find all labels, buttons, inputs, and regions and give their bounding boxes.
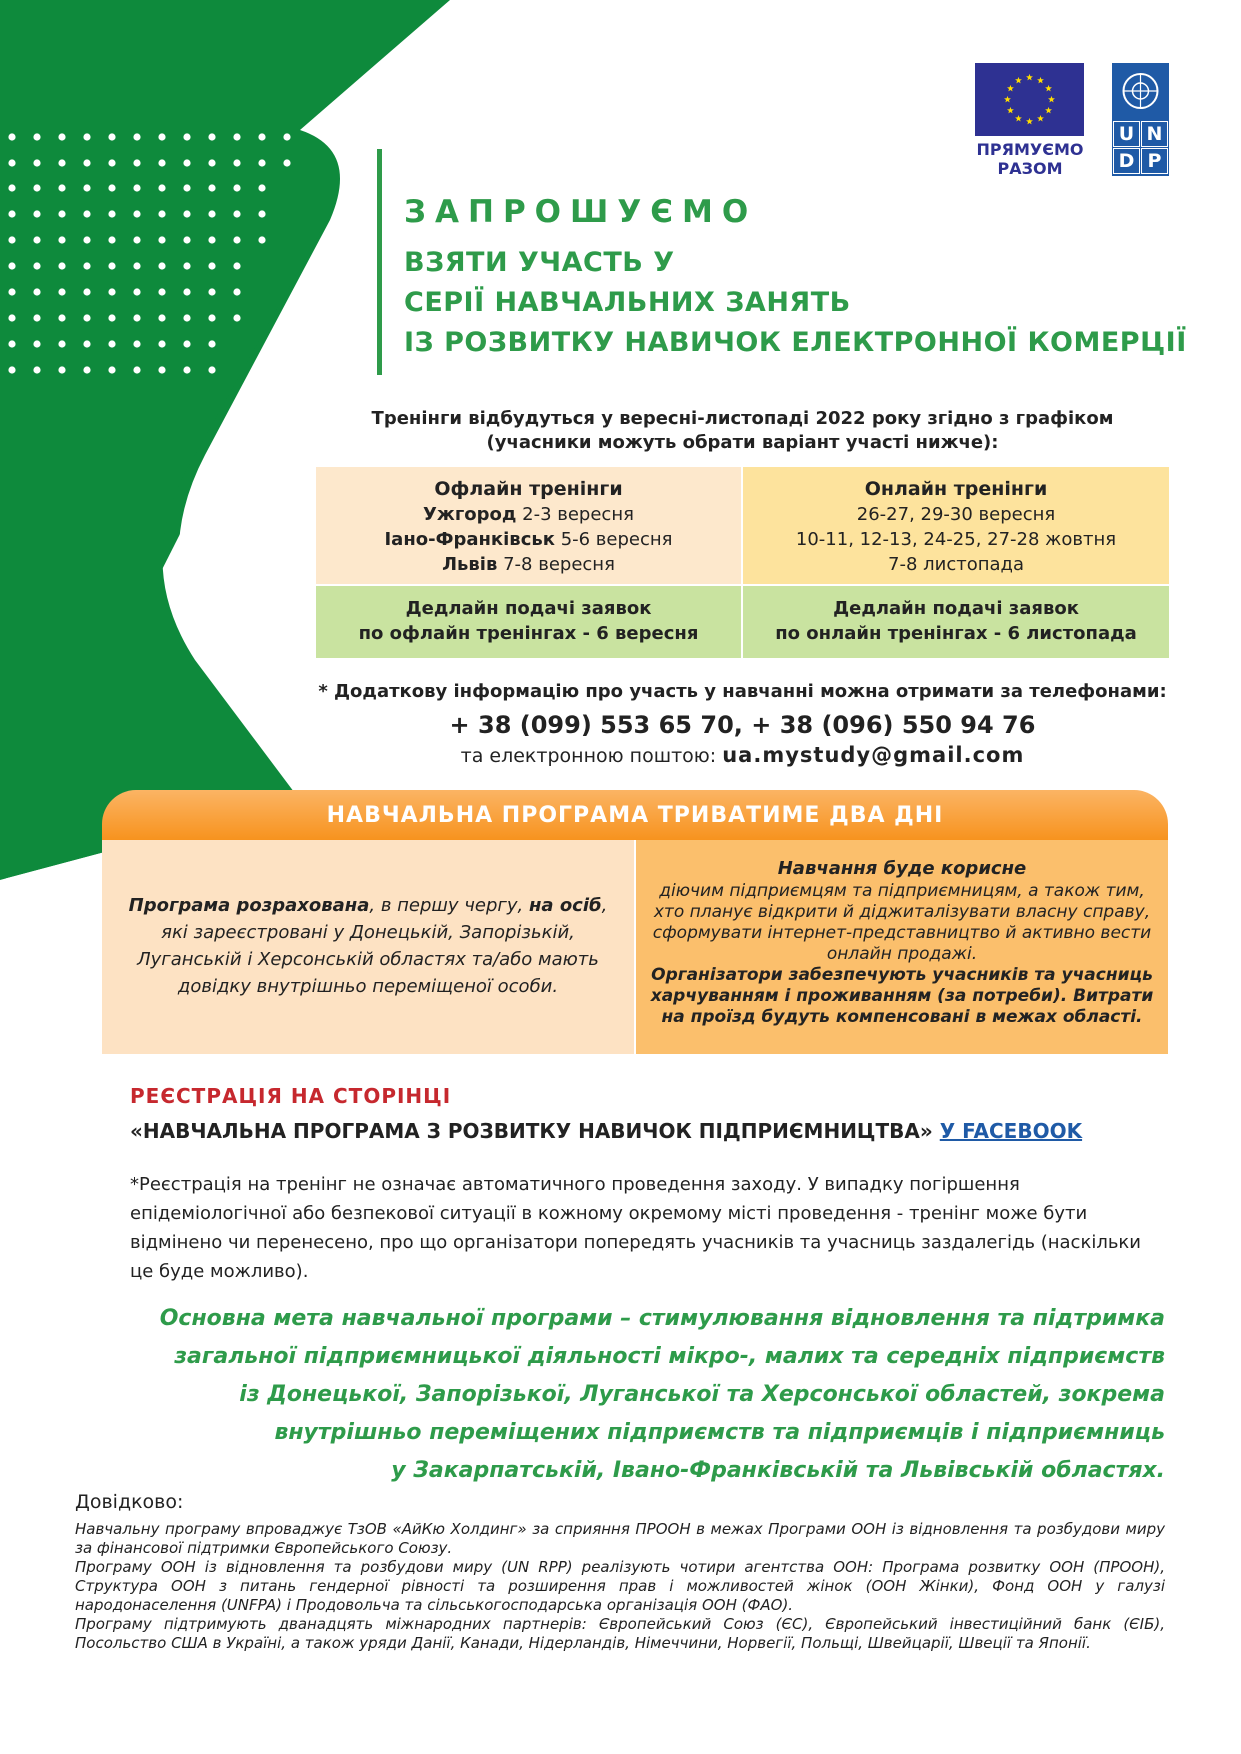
dot — [208, 314, 215, 321]
dot — [58, 159, 65, 166]
offline-dates: 5-6 вересня — [554, 529, 673, 550]
dot — [158, 314, 165, 321]
dot — [208, 210, 215, 217]
dot — [8, 262, 15, 269]
offline-city: Ужгород — [423, 504, 517, 525]
program-benefits-title: Навчання буде корисне — [777, 858, 1027, 879]
dot — [208, 366, 215, 373]
dot — [233, 236, 240, 243]
dot — [33, 159, 40, 166]
reference-paragraph: Програму підтримують дванадцять міжнародних партнерів: Європейський Союз (ЄС), Європейський інвестиційний банк (ЄІБ), Посольство США в Україні, а також уряди Данії, Канади, Нідерландів, Німеччини, Норвегії, Польщі, Швейцарії, Швеції та Японії. — [75, 1615, 1165, 1652]
dot — [8, 366, 15, 373]
dot — [283, 133, 290, 140]
schedule-intro — [316, 407, 1169, 455]
undp-logo — [1112, 63, 1169, 176]
eu-stars-icon — [975, 63, 1084, 136]
offline-dates: 2-3 вересня — [516, 504, 634, 525]
offline-deadline-label: Дедлайн подачі заявок — [405, 598, 652, 619]
dot — [58, 236, 65, 243]
program-goal — [95, 1300, 1165, 1490]
dot — [108, 210, 115, 217]
dot — [233, 210, 240, 217]
dot — [108, 340, 115, 347]
eu-star — [1007, 107, 1014, 114]
dot — [258, 133, 265, 140]
goal-line5: у Закарпатській, Івано-Франківській та Львівській областях. — [391, 1458, 1165, 1483]
dot — [158, 262, 165, 269]
eu-star — [1045, 85, 1052, 92]
dot — [258, 210, 265, 217]
dot — [133, 236, 140, 243]
dot — [33, 288, 40, 295]
dot — [108, 159, 115, 166]
offline-city: Львів — [442, 554, 498, 575]
program-benefits-organizers: Організатори забезпечують учасників та учасниць харчуванням і проживанням (за потреби). Витрати на проїзд будуть компенсовані в межах області. — [650, 965, 1154, 1027]
dot — [83, 133, 90, 140]
dot — [233, 262, 240, 269]
dot — [8, 133, 15, 140]
dot — [58, 314, 65, 321]
dot — [183, 288, 190, 295]
eu-star — [1026, 118, 1033, 125]
dot — [183, 236, 190, 243]
eu-star — [1026, 74, 1033, 81]
registration-note: *Реєстрація на тренінг не означає автоматичного проведення заходу. У випадку погіршення епідеміологічної або безпекової ситуації в кожному окремому місті проведення - тренінг може бути відмінено чи перенесено, про що організатори попередять учасників та учасниць заздалегідь (наскільки це буде можливо). — [130, 1174, 1142, 1282]
undp-letter-d: D — [1113, 148, 1140, 174]
email-prefix: та електронною поштою: — [460, 745, 723, 767]
undp-letter-u: U — [1113, 121, 1140, 147]
dot — [158, 288, 165, 295]
dot — [183, 340, 190, 347]
title-line3: СЕРІЇ НАВЧАЛЬНИХ ЗАНЯТЬ — [404, 287, 851, 318]
email-address[interactable]: ua.mystudy@gmail.com — [722, 743, 1025, 767]
goal-line4: внутрішньо переміщених підприємств та підприємців і підприємниць — [274, 1420, 1165, 1445]
reference-paragraph: Навчальну програму впроваджує ТзОВ «АйКю Холдинг» за сприяння ПРООН в межах Програми ООН із відновлення та розбудови миру за фінансової підтримки Європейського Союзу. — [75, 1520, 1165, 1557]
dot — [208, 288, 215, 295]
dot — [33, 133, 40, 140]
eu-star — [1004, 96, 1011, 103]
facebook-link[interactable]: У FACEBOOK — [939, 1119, 1083, 1143]
registration-page-title: «НАВЧАЛЬНА ПРОГРАМА З РОЗВИТКУ НАВИЧОК ПІДПРИЄМНИЦТВА» — [130, 1119, 940, 1143]
dot — [108, 236, 115, 243]
reference-paragraph: Програму ООН із відновлення та розбудови миру (UN RPP) реалізують чотири агентства ООН: Програма розвитку ООН (ПРООН), Структура ООН з питань гендерної рівності та розширення прав і можливостей жінок (ООН Жінки), Фонд ООН у галузі народонаселення (UNFPA) і Продовольча та сільськогосподарська організація ООН (ФАО). — [75, 1558, 1165, 1614]
dot — [133, 314, 140, 321]
eu-star — [1037, 115, 1044, 122]
online-deadline-date: по онлайн тренінгах - 6 листопада — [775, 623, 1137, 644]
dot — [83, 366, 90, 373]
dot — [33, 262, 40, 269]
dot — [108, 288, 115, 295]
dot — [33, 210, 40, 217]
dot — [158, 159, 165, 166]
reference-text — [75, 1520, 1165, 1653]
dot — [233, 288, 240, 295]
schedule-intro-line1: Тренінги відбудуться у вересні-листопаді 2022 року згідно з графіком — [371, 408, 1114, 429]
eu-star — [1045, 107, 1052, 114]
dot — [158, 184, 165, 191]
dot — [8, 314, 15, 321]
offline-dates: 7-8 вересня — [497, 554, 615, 575]
registration-page-name — [130, 1119, 1082, 1143]
dot — [33, 314, 40, 321]
eu-slogan-line1: ПРЯМУЄМО — [976, 140, 1084, 159]
dot — [58, 366, 65, 373]
dot — [83, 314, 90, 321]
offline-row-1 — [316, 502, 741, 527]
online-deadline-label: Дедлайн подачі заявок — [833, 598, 1079, 619]
eu-slogan — [960, 140, 1100, 178]
title-line1: ЗАПРОШУЄМО — [404, 194, 758, 230]
dot — [183, 159, 190, 166]
dot — [208, 236, 215, 243]
dot — [183, 262, 190, 269]
dot — [108, 366, 115, 373]
eu-flag-logo — [975, 63, 1084, 136]
dot — [183, 210, 190, 217]
program-audience — [102, 840, 634, 1054]
title-line4: ІЗ РОЗВИТКУ НАВИЧОК ЕЛЕКТРОННОЇ КОМЕРЦІЇ — [404, 327, 1187, 358]
dot — [8, 236, 15, 243]
dot — [58, 288, 65, 295]
program-benefits — [636, 840, 1168, 1054]
goal-line1: Основна мета навчальної програми – стимулювання відновлення та підтримка — [159, 1306, 1165, 1331]
dot — [83, 159, 90, 166]
offline-row-2 — [316, 527, 741, 552]
dot — [133, 288, 140, 295]
program-benefits-text: діючим підприємцям та підприємницям, а також тим, хто планує відкрити й діджиталізувати власну справу, сформувати інтернет-представництво й активно вести онлайн продажі. — [652, 881, 1152, 964]
dot — [258, 236, 265, 243]
dot — [133, 159, 140, 166]
dot — [8, 184, 15, 191]
dot — [83, 288, 90, 295]
dot — [133, 210, 140, 217]
dot — [233, 314, 240, 321]
dot — [33, 236, 40, 243]
program-audience-rest: , які зареєстровані у Донецькій, Запорізькій, Луганській і Херсонській областях та/або мають довідку внутрішньо переміщеної особи. — [137, 895, 608, 997]
dot — [83, 262, 90, 269]
eu-star — [1007, 85, 1014, 92]
dot — [208, 133, 215, 140]
registration-label: РЕЄСТРАЦІЯ НА СТОРІНЦІ — [130, 1084, 452, 1108]
dot — [133, 184, 140, 191]
eu-star — [1015, 77, 1022, 84]
dot — [183, 184, 190, 191]
dot — [158, 236, 165, 243]
eu-star — [1037, 77, 1044, 84]
dot — [183, 314, 190, 321]
program-header: НАВЧАЛЬНА ПРОГРАМА ТРИВАТИМЕ ДВА ДНІ — [102, 790, 1168, 840]
dot — [83, 184, 90, 191]
dot — [108, 262, 115, 269]
dot — [33, 340, 40, 347]
eu-star — [1048, 96, 1055, 103]
dot — [133, 133, 140, 140]
dot — [133, 340, 140, 347]
online-dates-3: 7-8 листопада — [888, 554, 1024, 575]
dot — [8, 210, 15, 217]
dot — [58, 262, 65, 269]
dot — [108, 184, 115, 191]
dot — [208, 340, 215, 347]
dot — [283, 159, 290, 166]
undp-letter-n: N — [1141, 121, 1168, 147]
dot — [158, 210, 165, 217]
dot — [158, 133, 165, 140]
dot — [33, 184, 40, 191]
title-line2: ВЗЯТИ УЧАСТЬ У — [404, 247, 675, 278]
dot — [233, 159, 240, 166]
dot — [208, 262, 215, 269]
program-audience-bold2: на осіб — [528, 895, 602, 916]
phone-numbers: + 38 (099) 553 65 70, + 38 (096) 550 94 76 — [449, 711, 1036, 739]
dot — [8, 340, 15, 347]
dot — [183, 133, 190, 140]
dot — [58, 340, 65, 347]
un-emblem-icon — [1112, 63, 1169, 120]
dot — [108, 314, 115, 321]
online-trainings-cell — [743, 467, 1169, 584]
dot — [133, 366, 140, 373]
dot — [258, 184, 265, 191]
program-audience-mid: , в першу чергу, — [369, 895, 529, 916]
dot — [8, 159, 15, 166]
dot — [208, 159, 215, 166]
eu-slogan-line2: РАЗОМ — [997, 159, 1063, 178]
dot — [83, 236, 90, 243]
offline-city: Іано-Франківськ — [384, 529, 555, 550]
goal-line3: із Донецької, Запорізької, Луганської та Херсонської областей, зокрема — [239, 1382, 1165, 1407]
dot — [108, 133, 115, 140]
email-line — [316, 743, 1169, 767]
online-dates-1: 26-27, 29-30 вересня — [856, 504, 1056, 525]
dot — [158, 340, 165, 347]
online-dates-2: 10-11, 12-13, 24-25, 27-28 жовтня — [795, 529, 1117, 550]
dot — [33, 366, 40, 373]
program-audience-bold1: Програма розрахована — [128, 895, 370, 916]
dot — [8, 288, 15, 295]
dot — [58, 184, 65, 191]
offline-deadline-cell — [316, 586, 741, 658]
reference-header: Довідково: — [75, 1491, 184, 1513]
offline-row-3 — [316, 552, 741, 577]
offline-header: Офлайн тренінги — [434, 478, 623, 500]
offline-deadline-date: по офлайн тренінгах - 6 вересня — [358, 623, 699, 644]
dot — [83, 340, 90, 347]
dot — [133, 262, 140, 269]
dot — [208, 184, 215, 191]
eu-star — [1015, 115, 1022, 122]
dot — [158, 366, 165, 373]
title-accent-bar — [377, 149, 382, 375]
dot — [58, 133, 65, 140]
schedule-intro-line2: (учасники можуть обрати варіант участі нижче): — [486, 432, 999, 453]
dot — [233, 184, 240, 191]
dot — [233, 133, 240, 140]
dot — [183, 366, 190, 373]
undp-letter-p: P — [1141, 148, 1168, 174]
contact-info-text: * Додаткову інформацію про участь у навчанні можна отримати за телефонами: — [318, 681, 1167, 702]
offline-trainings-cell — [316, 467, 741, 584]
dot — [258, 159, 265, 166]
online-deadline-cell — [743, 586, 1169, 658]
dot — [83, 210, 90, 217]
online-header: Онлайн тренінги — [864, 478, 1048, 500]
goal-line2: загальної підприємницької діяльності мікро-, малих та середніх підприємств — [174, 1344, 1165, 1369]
dot — [58, 210, 65, 217]
